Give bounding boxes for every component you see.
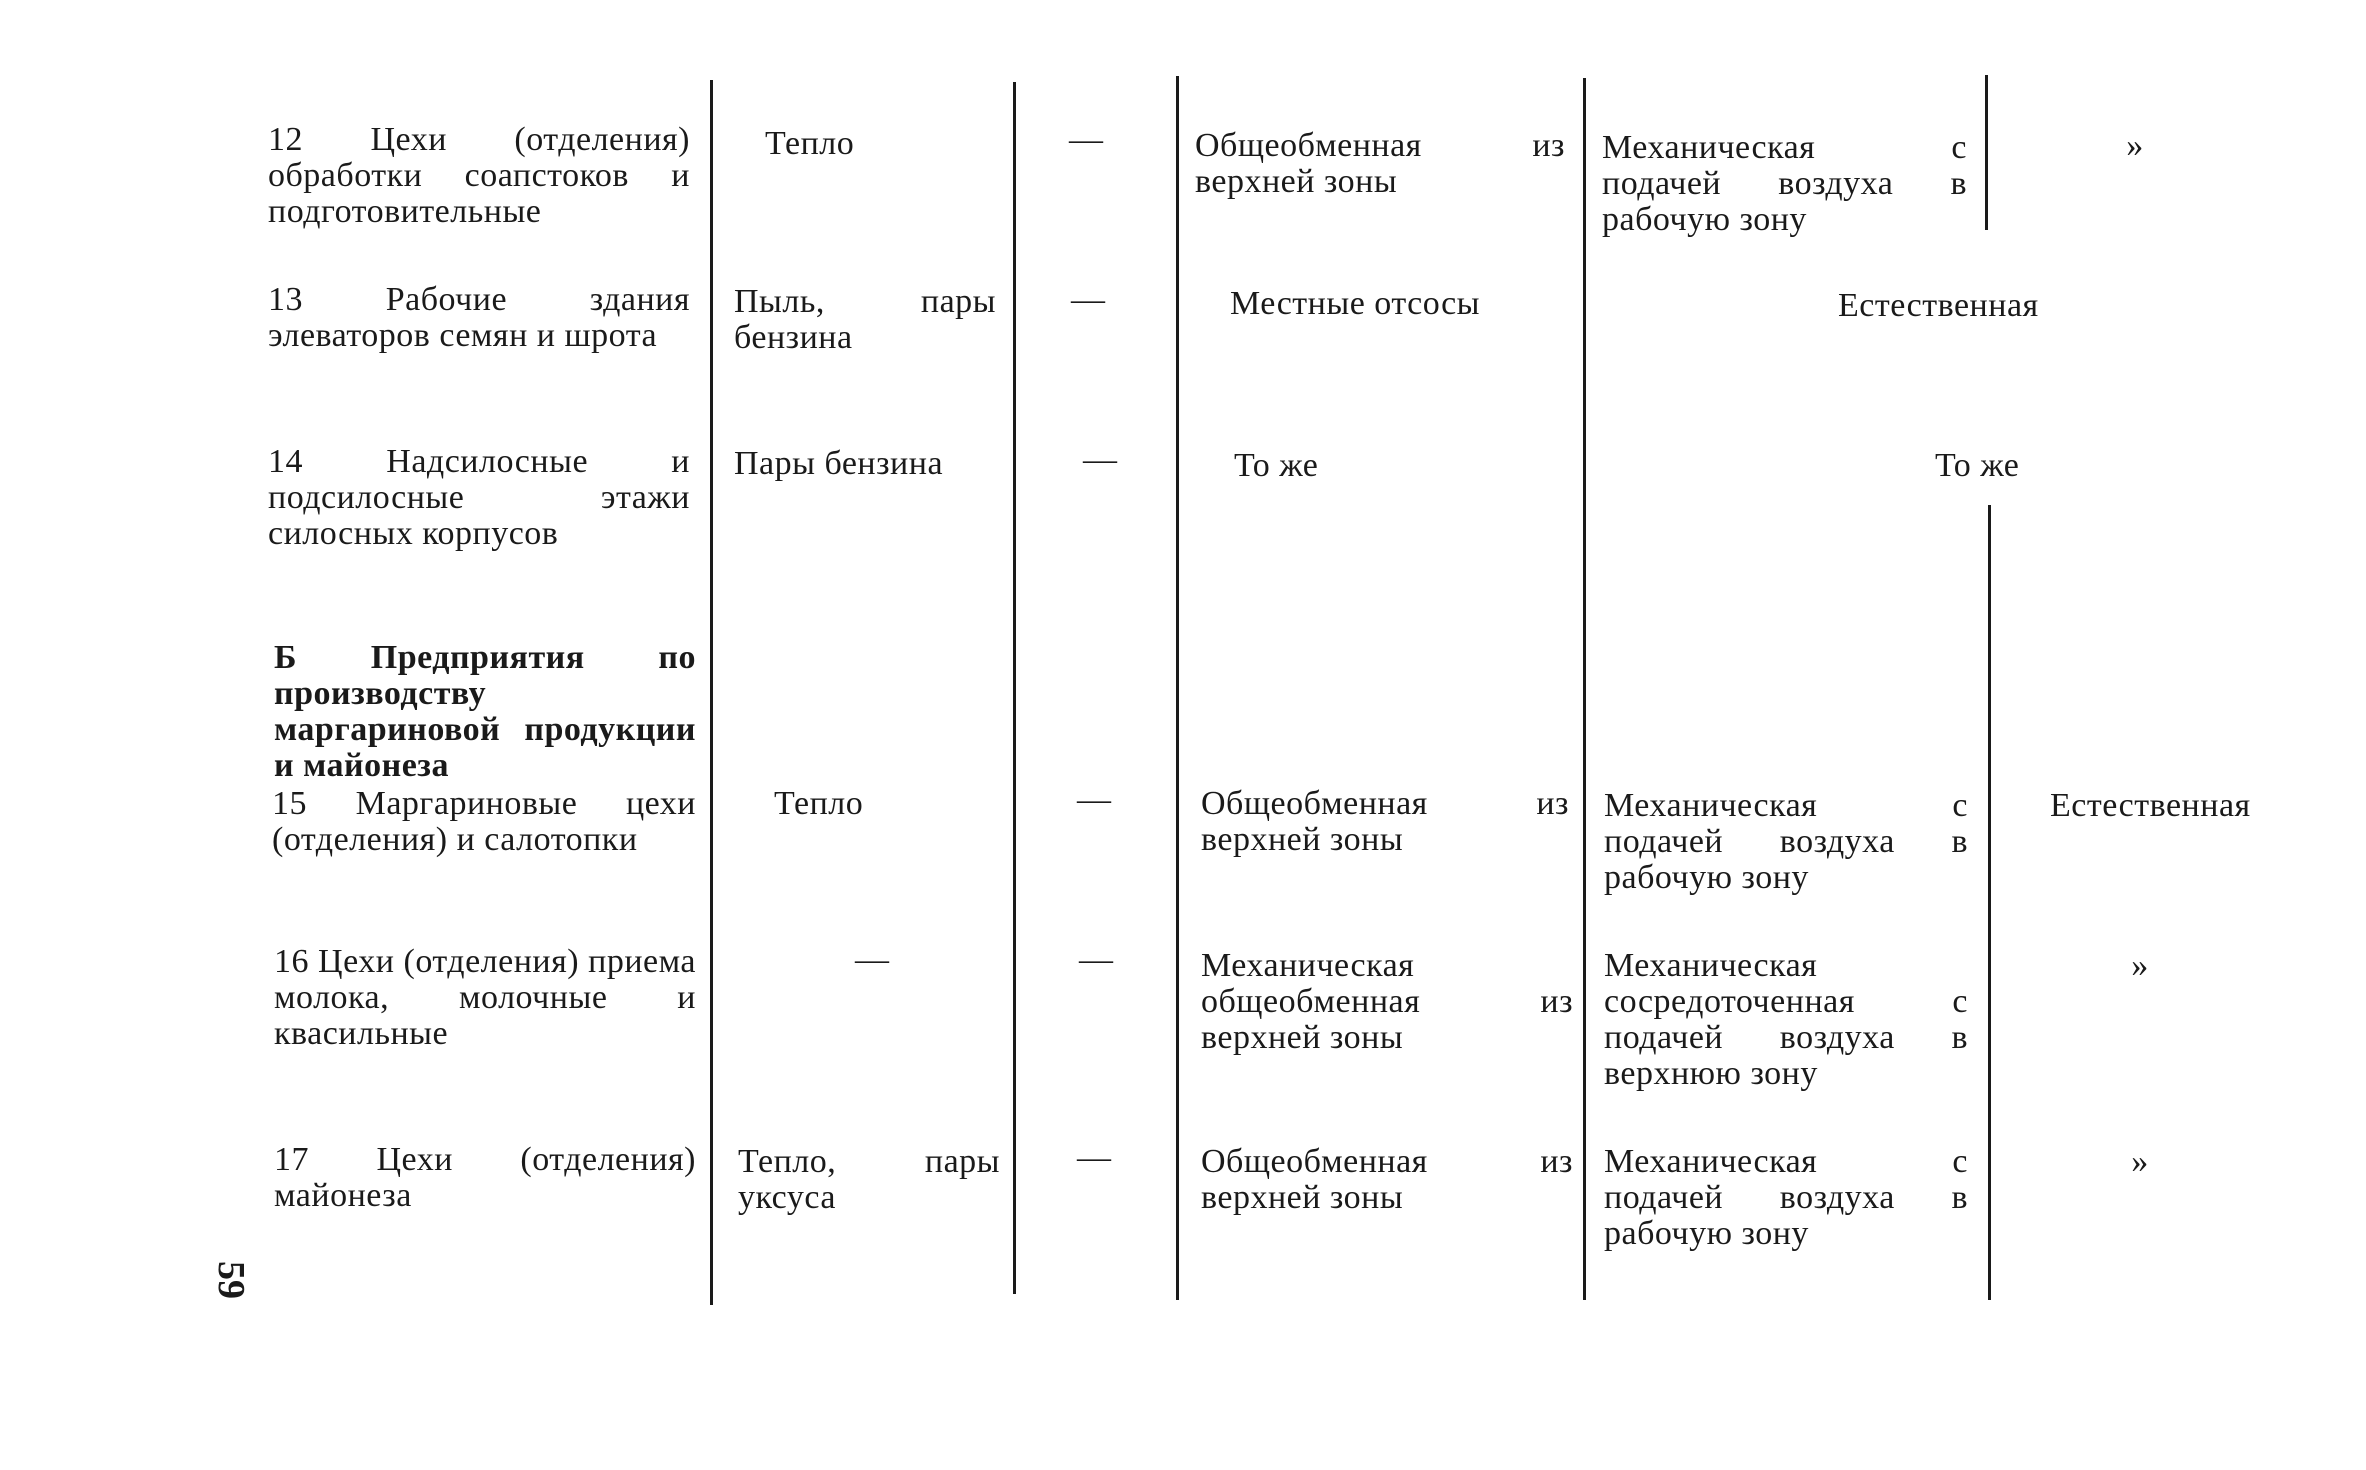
row-14-supply: То же	[1234, 447, 1319, 484]
column-rule-2	[1013, 82, 1016, 1294]
row-15-supply: Общеобменная из верхней зоны	[1201, 785, 1569, 858]
row-16-exhaust: Механическая сосредоточенная с подачей воздуха в верхнюю зону	[1604, 947, 1968, 1092]
row-17-harmful: Тепло, пары уксуса	[738, 1143, 1000, 1216]
row-12-harmful: Тепло	[765, 125, 855, 162]
row-16-last: »	[2131, 947, 2149, 984]
column-rule-4	[1583, 78, 1586, 1300]
row-17-name: 17 Цехи (отделения) майонеза	[274, 1141, 696, 1214]
row-16-name: 16 Цехи (отделения) приема молока, молочные и квасильные	[274, 943, 696, 1052]
row-16-supply: Механическая общеобменная из верхней зоны	[1201, 947, 1573, 1056]
section-heading: Б Предприятия по производству маргариновой продукции и майонеза	[274, 639, 696, 784]
row-14-exhaust: То же	[1935, 447, 2020, 484]
row-16-harmful: —	[855, 941, 889, 978]
column-rule-3	[1176, 76, 1179, 1300]
row-15-exhaust: Механическая с подачей воздуха в рабочую зону	[1604, 787, 1968, 896]
row-15-name: 15 Маргариновые цехи (отделения) и салотопки	[272, 785, 696, 858]
row-14-dash: —	[1083, 441, 1117, 478]
row-13-harmful: Пыль, пары бензина	[734, 283, 996, 356]
row-12-name: 12 Цехи (отделения) обработки соапстоков и подготовительные	[268, 121, 690, 230]
row-12-last: »	[2126, 127, 2144, 164]
row-17-dash: —	[1077, 1139, 1111, 1176]
row-12-dash: —	[1069, 121, 1103, 158]
row-17-last: »	[2131, 1143, 2149, 1180]
column-rule-5a	[1985, 75, 1988, 230]
row-15-harmful: Тепло	[774, 785, 864, 822]
row-16-dash: —	[1079, 941, 1113, 978]
row-17-exhaust: Механическая с подачей воздуха в рабочую зону	[1604, 1143, 1968, 1252]
row-13-dash: —	[1071, 281, 1105, 318]
row-13-name: 13 Рабочие здания элеваторов семян и шрота	[268, 281, 690, 354]
row-14-harmful: Пары бензина	[734, 445, 944, 482]
row-17-supply: Общеобменная из верхней зоны	[1201, 1143, 1573, 1216]
row-15-last: Естественная	[2050, 787, 2251, 824]
row-12-supply: Общеобменная из верхней зоны	[1195, 127, 1565, 200]
page-number: 59	[210, 1261, 252, 1299]
row-13-exhaust: Естественная	[1838, 287, 2039, 324]
row-12-exhaust: Механическая с подачей воздуха в рабочую зону	[1602, 129, 1967, 238]
row-15-dash: —	[1077, 781, 1111, 818]
row-14-name: 14 Надсилосные и подсилосные этажи силосных корпусов	[268, 443, 690, 552]
column-rule-5b	[1988, 505, 1991, 1300]
row-13-supply: Местные отсосы	[1230, 285, 1480, 322]
column-rule-1	[710, 80, 713, 1305]
